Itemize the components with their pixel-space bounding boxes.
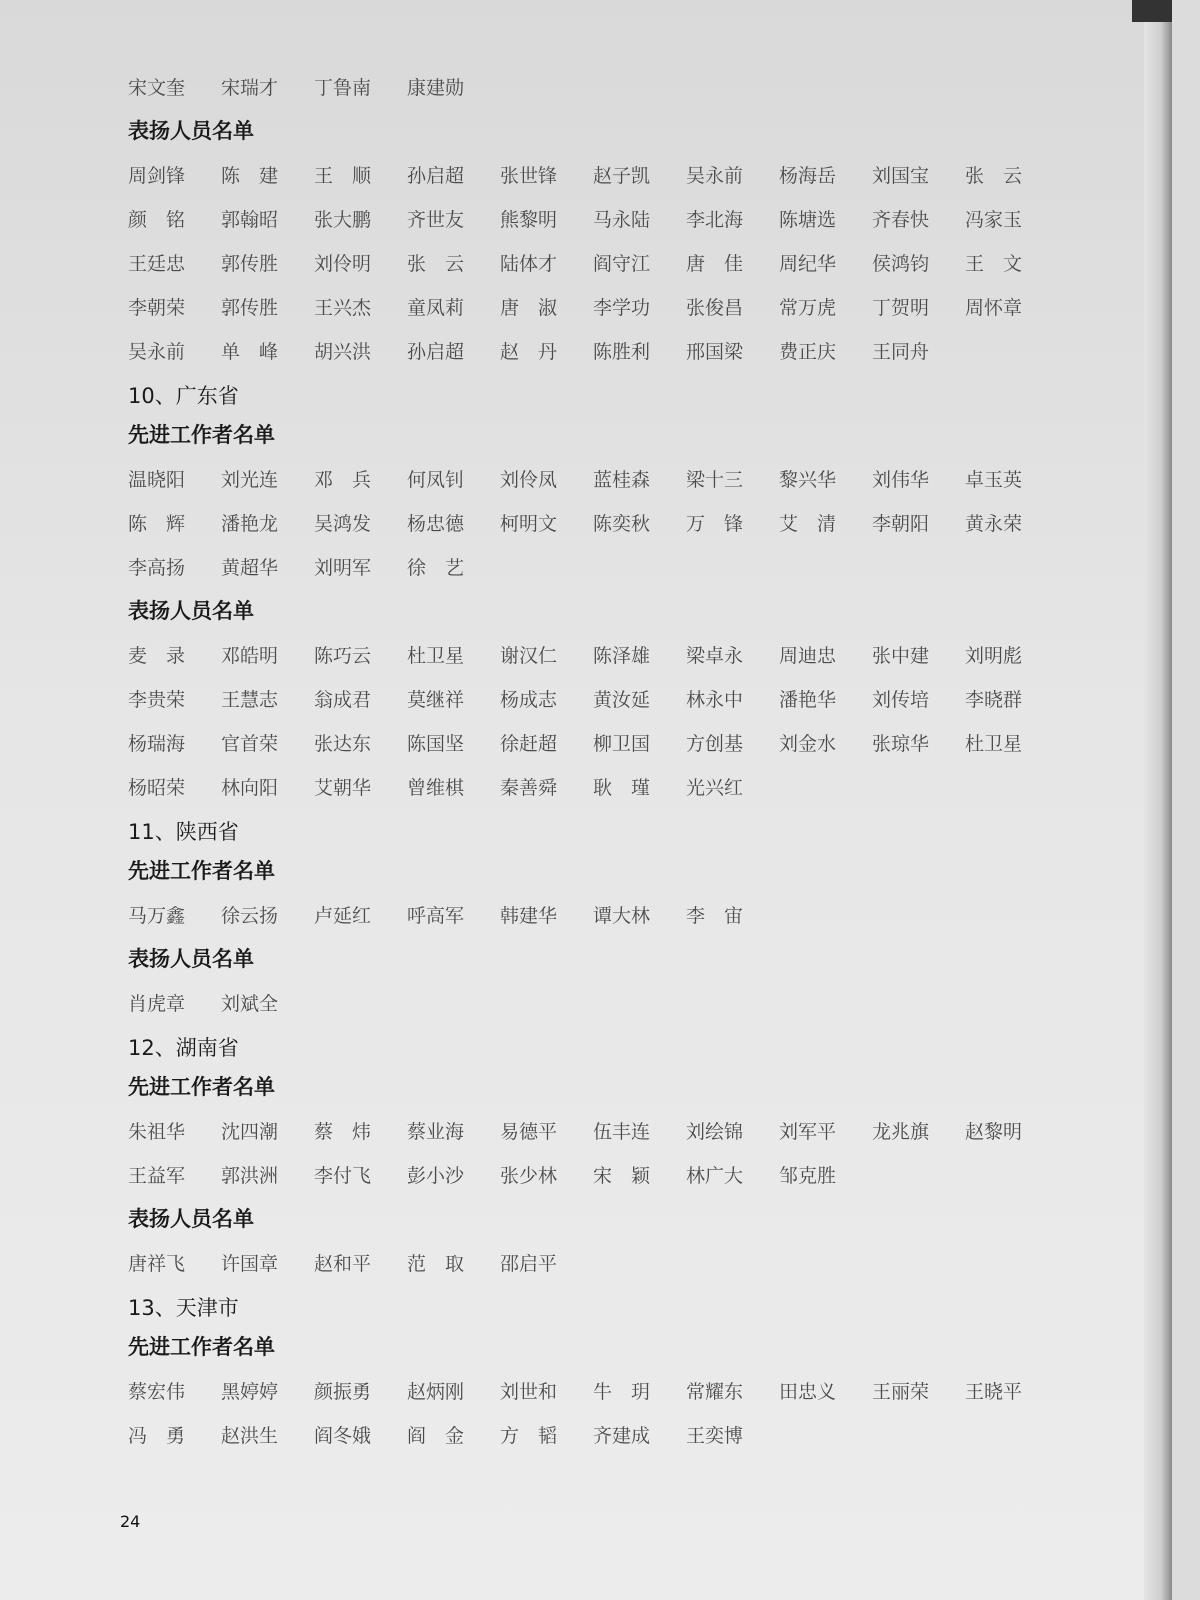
person-name: 吴永前 (128, 340, 186, 363)
name-list (128, 152, 1088, 372)
name-row (128, 500, 1088, 544)
person-name: 柯明文 (500, 512, 558, 535)
person-name: 莫继祥 (407, 688, 465, 711)
person-name: 肖虎章 (128, 992, 186, 1015)
person-name: 韩建华 (500, 904, 558, 927)
person-name: 邵启平 (500, 1252, 558, 1275)
person-name: 刘传培 (872, 688, 930, 711)
person-name: 邹克胜 (779, 1164, 837, 1187)
person-name: 常万虎 (779, 296, 837, 319)
person-name: 周怀章 (965, 296, 1023, 319)
person-name: 刘金水 (779, 732, 837, 755)
person-name: 谭大林 (593, 904, 651, 927)
person-name: 刘伶明 (314, 252, 372, 275)
list-heading: 表扬人员名单 (128, 119, 254, 143)
page-edge-shadow (1144, 0, 1172, 1600)
person-name: 吴鸿发 (314, 512, 372, 535)
person-name: 耿 瑾 (593, 776, 651, 799)
person-name: 黎兴华 (779, 468, 837, 491)
person-name: 徐 艺 (407, 556, 465, 579)
person-name: 沈四潮 (221, 1120, 279, 1143)
person-name: 黄汝延 (593, 688, 651, 711)
name-list (128, 632, 1088, 808)
person-name: 赵炳刚 (407, 1380, 465, 1403)
person-name: 艾朝华 (314, 776, 372, 799)
person-name: 郭洪洲 (221, 1164, 279, 1187)
name-list (128, 1108, 1088, 1196)
person-name: 黑婷婷 (221, 1380, 279, 1403)
name-row (128, 676, 1088, 720)
region-section-title: 12、湖南省 (128, 1036, 239, 1060)
person-name: 宋 颖 (593, 1164, 651, 1187)
person-name: 齐春快 (872, 208, 930, 231)
person-name: 李 宙 (686, 904, 744, 927)
person-name: 光兴红 (686, 776, 744, 799)
person-name: 黄永荣 (965, 512, 1023, 535)
page-number: 24 (120, 1512, 141, 1531)
person-name: 胡兴洪 (314, 340, 372, 363)
person-name: 童凤莉 (407, 296, 465, 319)
person-name: 王 文 (965, 252, 1023, 275)
name-list (128, 64, 1088, 108)
name-list (128, 980, 1088, 1024)
person-name: 林广大 (686, 1164, 744, 1187)
person-name: 阎 金 (407, 1424, 465, 1447)
person-name: 刘国宝 (872, 164, 930, 187)
person-name: 阎冬娥 (314, 1424, 372, 1447)
person-name: 邢国梁 (686, 340, 744, 363)
name-row (128, 544, 1088, 588)
person-name: 彭小沙 (407, 1164, 465, 1187)
person-name: 周纪华 (779, 252, 837, 275)
name-list (128, 456, 1088, 588)
person-name: 麦 录 (128, 644, 186, 667)
person-name: 孙启超 (407, 340, 465, 363)
person-name: 赵洪生 (221, 1424, 279, 1447)
person-name: 费正庆 (779, 340, 837, 363)
person-name: 李学功 (593, 296, 651, 319)
person-name: 张世锋 (500, 164, 558, 187)
person-name: 刘斌全 (221, 992, 279, 1015)
person-name: 艾 清 (779, 512, 837, 535)
person-name: 张俊昌 (686, 296, 744, 319)
person-name: 谢汉仁 (500, 644, 558, 667)
person-name: 李朝阳 (872, 512, 930, 535)
person-name: 郭翰昭 (221, 208, 279, 231)
person-name: 杜卫星 (965, 732, 1023, 755)
person-name: 阎守江 (593, 252, 651, 275)
list-heading: 先进工作者名单 (128, 1075, 275, 1099)
person-name: 冯家玉 (965, 208, 1023, 231)
list-heading: 表扬人员名单 (128, 599, 254, 623)
person-name: 丁贺明 (872, 296, 930, 319)
person-name: 何凤钊 (407, 468, 465, 491)
person-name: 潘艳龙 (221, 512, 279, 535)
person-name: 王 顺 (314, 164, 372, 187)
list-heading: 先进工作者名单 (128, 1335, 275, 1359)
person-name: 刘明彪 (965, 644, 1023, 667)
person-name: 朱祖华 (128, 1120, 186, 1143)
list-heading: 先进工作者名单 (128, 423, 275, 447)
person-name: 蔡业海 (407, 1120, 465, 1143)
person-name: 王丽荣 (872, 1380, 930, 1403)
person-name: 林永中 (686, 688, 744, 711)
person-name: 杨昭荣 (128, 776, 186, 799)
person-name: 杨成志 (500, 688, 558, 711)
person-name: 唐 佳 (686, 252, 744, 275)
name-row (128, 764, 1088, 808)
person-name: 方创基 (686, 732, 744, 755)
person-name: 杜卫星 (407, 644, 465, 667)
person-name: 杨海岳 (779, 164, 837, 187)
person-name: 官首荣 (221, 732, 279, 755)
list-heading: 表扬人员名单 (128, 947, 254, 971)
person-name: 蔡宏伟 (128, 1380, 186, 1403)
person-name: 陈 建 (221, 164, 279, 187)
person-name: 李高扬 (128, 556, 186, 579)
person-name: 齐世友 (407, 208, 465, 231)
person-name: 王慧志 (221, 688, 279, 711)
person-name: 陈塘选 (779, 208, 837, 231)
person-name: 陈国坚 (407, 732, 465, 755)
person-name: 范 取 (407, 1252, 465, 1275)
region-section-title: 11、陕西省 (128, 820, 239, 844)
person-name: 柳卫国 (593, 732, 651, 755)
person-name: 张琼华 (872, 732, 930, 755)
person-name: 王奕博 (686, 1424, 744, 1447)
person-name: 徐赶超 (500, 732, 558, 755)
person-name: 龙兆旗 (872, 1120, 930, 1143)
person-name: 张 云 (965, 164, 1023, 187)
person-name: 邓 兵 (314, 468, 372, 491)
person-name: 徐云扬 (221, 904, 279, 927)
name-row (128, 1368, 1088, 1412)
person-name: 伍丰连 (593, 1120, 651, 1143)
name-row (128, 456, 1088, 500)
name-list (128, 1240, 1088, 1284)
region-section-title: 10、广东省 (128, 384, 239, 408)
person-name: 杨瑞海 (128, 732, 186, 755)
person-name: 蓝桂森 (593, 468, 651, 491)
person-name: 刘军平 (779, 1120, 837, 1143)
person-name: 李贵荣 (128, 688, 186, 711)
person-name: 单 峰 (221, 340, 279, 363)
person-name: 卢延红 (314, 904, 372, 927)
person-name: 易德平 (500, 1120, 558, 1143)
person-name: 李晓群 (965, 688, 1023, 711)
list-heading: 先进工作者名单 (128, 859, 275, 883)
person-name: 李付飞 (314, 1164, 372, 1187)
person-name: 林向阳 (221, 776, 279, 799)
name-row (128, 1412, 1088, 1456)
person-name: 王益军 (128, 1164, 186, 1187)
person-name: 赵和平 (314, 1252, 372, 1275)
person-name: 梁十三 (686, 468, 744, 491)
person-name: 颜 铭 (128, 208, 186, 231)
name-row (128, 328, 1088, 372)
person-name: 蔡 炜 (314, 1120, 372, 1143)
person-name: 张大鹏 (314, 208, 372, 231)
person-name: 郭传胜 (221, 252, 279, 275)
person-name: 陈巧云 (314, 644, 372, 667)
person-name: 宋文奎 (128, 76, 186, 99)
person-name: 温晓阳 (128, 468, 186, 491)
person-name: 刘明军 (314, 556, 372, 579)
person-name: 许国章 (221, 1252, 279, 1275)
person-name: 李朝荣 (128, 296, 186, 319)
person-name: 翁成君 (314, 688, 372, 711)
person-name: 张达东 (314, 732, 372, 755)
person-name: 冯 勇 (128, 1424, 186, 1447)
person-name: 王廷忠 (128, 252, 186, 275)
person-name: 孙启超 (407, 164, 465, 187)
person-name: 吴永前 (686, 164, 744, 187)
person-name: 陈 辉 (128, 512, 186, 535)
name-row (128, 284, 1088, 328)
person-name: 刘伶凤 (500, 468, 558, 491)
person-name: 张少林 (500, 1164, 558, 1187)
person-name: 唐祥飞 (128, 1252, 186, 1275)
name-row (128, 152, 1088, 196)
person-name: 邓皓明 (221, 644, 279, 667)
person-name: 潘艳华 (779, 688, 837, 711)
person-name: 陈奕秋 (593, 512, 651, 535)
person-name: 牛 玥 (593, 1380, 651, 1403)
person-name: 王兴杰 (314, 296, 372, 319)
person-name: 刘世和 (500, 1380, 558, 1403)
name-row (128, 980, 1088, 1024)
person-name: 呼高军 (407, 904, 465, 927)
person-name: 赵黎明 (965, 1120, 1023, 1143)
name-row (128, 64, 1088, 108)
name-row (128, 240, 1088, 284)
person-name: 田忠义 (779, 1380, 837, 1403)
person-name: 宋瑞才 (221, 76, 279, 99)
person-name: 方 韬 (500, 1424, 558, 1447)
person-name: 侯鸿钧 (872, 252, 930, 275)
person-name: 丁鲁南 (314, 76, 372, 99)
person-name: 张 云 (407, 252, 465, 275)
person-name: 陆体才 (500, 252, 558, 275)
person-name: 唐 淑 (500, 296, 558, 319)
page-corner-shadow (1132, 0, 1172, 22)
person-name: 郭传胜 (221, 296, 279, 319)
person-name: 刘绘锦 (686, 1120, 744, 1143)
person-name: 杨忠德 (407, 512, 465, 535)
person-name: 周迪忠 (779, 644, 837, 667)
person-name: 赵 丹 (500, 340, 558, 363)
person-name: 秦善舜 (500, 776, 558, 799)
person-name: 梁卓永 (686, 644, 744, 667)
region-section-title: 13、天津市 (128, 1296, 239, 1320)
person-name: 康建勋 (407, 76, 465, 99)
person-name: 颜振勇 (314, 1380, 372, 1403)
person-name: 万 锋 (686, 512, 744, 535)
person-name: 曾维棋 (407, 776, 465, 799)
name-list (128, 892, 1088, 936)
person-name: 李北海 (686, 208, 744, 231)
list-heading: 表扬人员名单 (128, 1207, 254, 1231)
person-name: 王同舟 (872, 340, 930, 363)
name-row (128, 1240, 1088, 1284)
person-name: 齐建成 (593, 1424, 651, 1447)
person-name: 熊黎明 (500, 208, 558, 231)
person-name: 赵子凯 (593, 164, 651, 187)
person-name: 陈泽雄 (593, 644, 651, 667)
person-name: 张中建 (872, 644, 930, 667)
name-list (128, 1368, 1088, 1456)
person-name: 马永陆 (593, 208, 651, 231)
name-row (128, 720, 1088, 764)
name-row (128, 632, 1088, 676)
name-row (128, 196, 1088, 240)
name-row (128, 1152, 1088, 1196)
person-name: 刘光连 (221, 468, 279, 491)
person-name: 周剑锋 (128, 164, 186, 187)
person-name: 卓玉英 (965, 468, 1023, 491)
person-name: 陈胜利 (593, 340, 651, 363)
document-content (128, 64, 1088, 1456)
name-row (128, 1108, 1088, 1152)
name-row (128, 892, 1088, 936)
person-name: 王晓平 (965, 1380, 1023, 1403)
person-name: 马万鑫 (128, 904, 186, 927)
person-name: 常耀东 (686, 1380, 744, 1403)
person-name: 黄超华 (221, 556, 279, 579)
person-name: 刘伟华 (872, 468, 930, 491)
